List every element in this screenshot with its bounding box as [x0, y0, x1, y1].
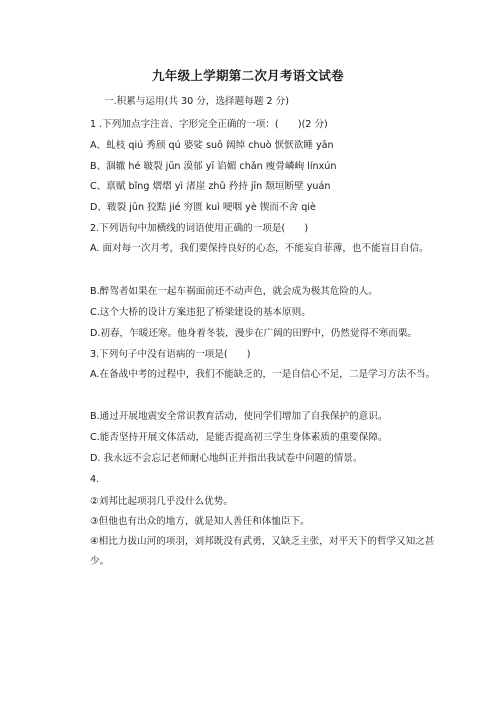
section-heading: 一.积累与运用(共 30 分，选择题每题 2 分)	[104, 96, 289, 107]
question-2-option-a: A. 面对每一次月考，我们要保持良好的心态，不能妄自菲薄，也不能盲目自信。	[90, 243, 429, 254]
exam-title: 九年级上学期第二次月考语文试卷	[151, 68, 344, 83]
question-4-stem: 4.	[90, 474, 100, 485]
question-1-option-c: C、禀赋 bǐng 熠熠 yì 渚崖 zhǔ 矜持 jīn 颓垣断壁 yuán	[90, 181, 331, 192]
question-2-option-d: D.初春，乍暖还寒。他身着冬装，漫步在广阔的田野中，仍然觉得不寒而栗。	[90, 328, 418, 339]
question-3-option-c: C.能否坚持开展文体活动，是能否提高初三学生身体素质的重要保障。	[90, 432, 388, 443]
question-2-stem: 2.下列语句中加横线的词语使用正确的一项是( )	[90, 223, 309, 234]
question-3-option-d: D. 我永远不会忘记老师耐心地纠正并指出我试卷中问题的情景。	[90, 453, 363, 464]
question-4-sentence-4: ④相比力拔山河的项羽，刘邦既没有武勇，又缺乏主张，对平天下的哲学又知之甚少。	[90, 536, 435, 567]
question-1-stem: 1 .下列加点字注音、字形完全正确的一项：( )(2 分)	[90, 119, 328, 130]
question-4-sentence-3: ③但他也有出众的地方，就是知人善任和体恤臣下。	[90, 516, 310, 527]
question-4-sentence-2: ②刘邦比起项羽几乎没什么优势。	[90, 496, 233, 507]
question-3-option-b: B.通过开展地震安全常识教育活动，使同学们增加了自我保护的意识。	[90, 411, 388, 422]
question-2-option-b: B.醉驾者如果在一起车祸面前还不动声色，就会成为极其危险的人。	[90, 286, 378, 297]
question-2-option-c: C.这个大桥的设计方案违犯了桥梁建设的基本原则。	[90, 307, 311, 318]
question-1-option-d: D、皲裂 jūn 狡黠 jié 穷匮 kuì 哽咽 yè 锲而不舍 qiè	[90, 202, 316, 213]
question-1-option-a: A、虬枝 qiú 秀颀 qú 婆娑 suō 阔绰 chuò 恹恹欲睡 yān	[90, 140, 334, 151]
question-3-stem: 3.下列句子中没有语病的一项是( )	[90, 349, 251, 360]
question-1-option-b: B、涸辙 hé 皲裂 jūn 漠郁 yī 谄媚 chǎn 瘦骨嶙峋 línxún	[90, 161, 337, 172]
question-3-option-a: A.在备战中考的过程中，我们不能缺乏的，一是自信心不足，二是学习方法不当。	[90, 369, 436, 380]
